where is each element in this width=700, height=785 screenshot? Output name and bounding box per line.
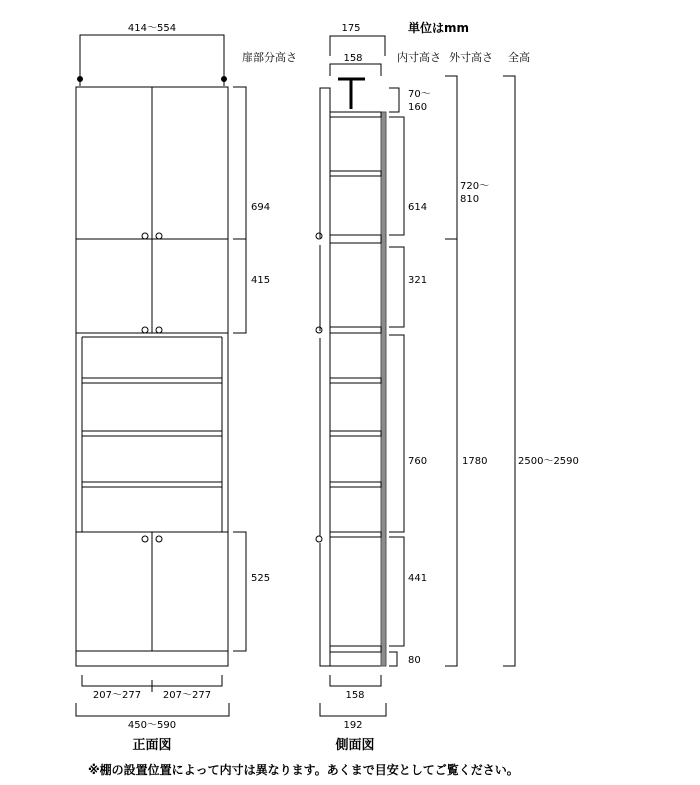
inner-height-614: 614 — [408, 202, 428, 213]
front-half-width-right: 207〜277 — [162, 690, 212, 701]
front-top-width-bracket — [80, 35, 224, 76]
front-plinth — [76, 651, 228, 666]
inner-height-70-160 — [408, 89, 434, 113]
side-depth-inner: 158 — [343, 53, 363, 64]
inner-height-70-160-line2: 160 — [408, 102, 428, 113]
header-door-height: 扉部分高さ — [242, 51, 297, 64]
side-tension-pole — [338, 79, 365, 109]
outer-height-dims — [445, 76, 457, 666]
header-inner-height: 内寸高さ — [397, 51, 441, 64]
side-bottom-depth-inner: 158 — [345, 690, 365, 701]
inner-height-80: 80 — [408, 655, 421, 666]
front-top-width: 414〜554 — [127, 23, 177, 34]
front-view-label: 正面図 — [132, 738, 172, 753]
front-top-pole-knobs — [78, 77, 227, 87]
outer-height-1780: 1780 — [462, 456, 488, 467]
unit-label: 単位はmm — [408, 21, 470, 35]
front-overall-width-bracket — [76, 703, 229, 716]
door-height-dims — [233, 87, 246, 651]
inner-height-441: 441 — [408, 573, 428, 584]
side-shelves — [330, 112, 381, 652]
side-bottom-depth-outer: 192 — [343, 720, 363, 731]
side-bottom-outer-bracket — [320, 703, 386, 716]
front-half-width-left: 207〜277 — [92, 690, 142, 701]
door-height-415: 415 — [251, 275, 271, 286]
header-outer-height: 外寸高さ — [449, 51, 493, 64]
total-height-bracket — [503, 76, 515, 666]
side-depth-inner-bracket — [330, 64, 381, 76]
front-shelves — [82, 378, 222, 487]
door-height-525: 525 — [251, 573, 271, 584]
header-total-height: 全高 — [508, 51, 530, 64]
side-view — [316, 23, 579, 753]
side-bottom-inner-bracket — [330, 675, 381, 686]
front-overall-width: 450〜590 — [127, 720, 177, 731]
outer-height-720-810 — [460, 181, 492, 205]
footnote: ※棚の設置位置によって内寸は異なります。あくまで目安としてご覧ください。 — [88, 763, 519, 777]
side-upper-outline — [320, 88, 381, 238]
inner-height-321: 321 — [408, 275, 428, 286]
side-depth-outer: 175 — [341, 23, 361, 34]
front-view — [76, 23, 270, 753]
side-view-label: 側面図 — [335, 738, 375, 753]
side-lower-outline — [320, 245, 381, 666]
total-height: 2500〜2590 — [518, 456, 579, 467]
inner-height-dims — [389, 88, 404, 666]
door-height-694: 694 — [251, 202, 271, 213]
headers — [242, 20, 530, 64]
inner-height-760: 760 — [408, 456, 428, 467]
inner-height-70-160-line1: 70〜 — [408, 89, 431, 100]
side-door-knobs — [316, 233, 322, 542]
side-back-strip — [381, 112, 386, 666]
outer-height-720-810-line2: 810 — [460, 194, 480, 205]
outer-height-720-810-line1: 720〜 — [460, 181, 490, 192]
